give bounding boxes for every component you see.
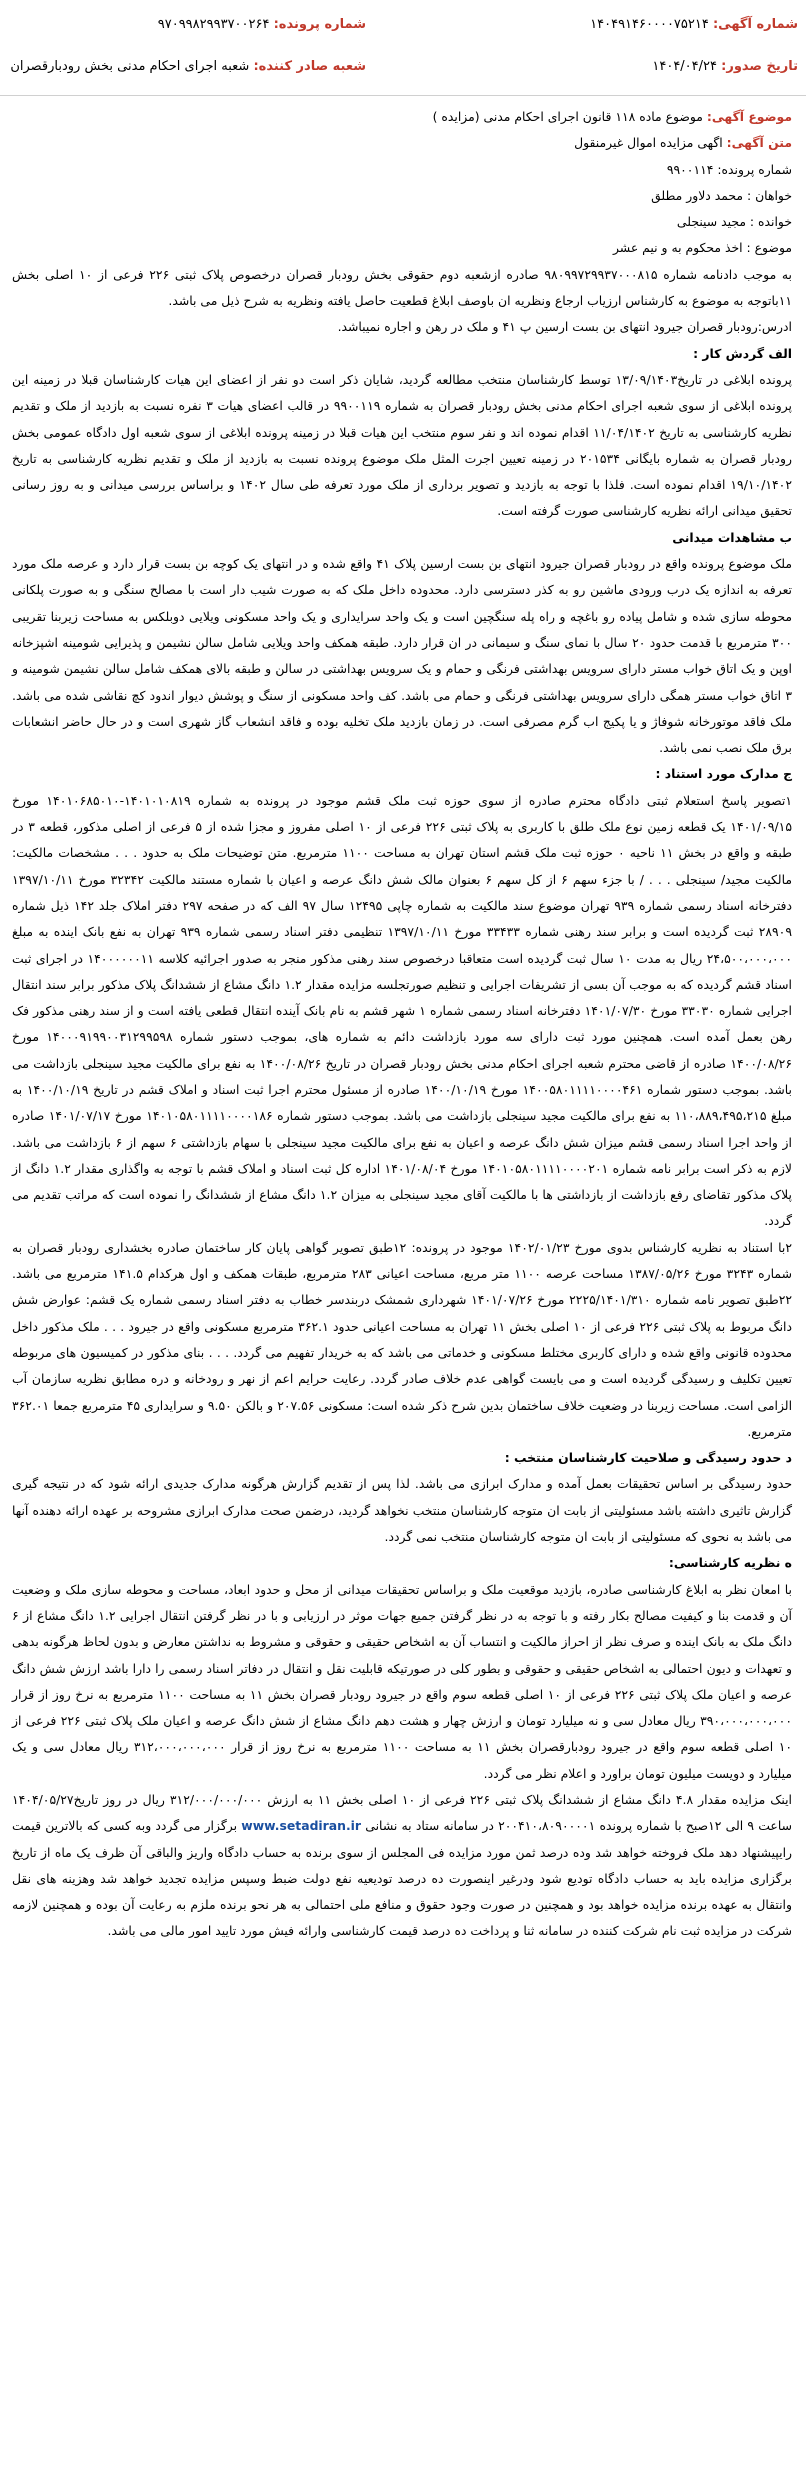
text-title: اگهی مزایده اموال غیرمنقول <box>574 135 723 151</box>
text-label: متن آگهی: <box>726 135 792 151</box>
section-he-paragraph: با امعان نظر به ابلاغ کارشناسی صادره، بازدید موقعیت ملک و براساس تحقیقات میدانی از محل و حدود ابعاد، مساحت و محوطه سازی ملک و وضعیت آن و قدمت بنا و کیفیت مصالح بکار رفته و با توجه به در نظر گرفتن جمیع جهات موثر در ارزیابی و با در نظر گرفتن انتقال اجرایی ۱.۲ دانگ مشاع از ۶ دانگ ملک به بانک اینده و صرف نظر از احراز مالکیت و انتساب آن به اشخاص حقیقی و حقوقی و مشروط به نداشتن معارض و بدون لحاظ هرگونه بدهی و تعهدات و دیون احتمالی به اشخاص حقیقی و حقوقی و بطور کلی در صورتیکه قابلیت نقل و انتقال در دفاتر اسناد رسمی را دارا باشد ارزش شش دانگ عرصه و اعیان ملک پلاک ثبتی ۲۲۶ فرعی از ۱۰ اصلی قطعه سوم واقع در جیرود رودبار قصران بخش ۱۱ به مساحت ۱۱۰۰ مترمربع به نرخ روز از قرار ۳۹۰،۰۰۰،۰۰۰،۰۰۰ ریال معادل سی و نه میلیارد تومان و ارزش چهار و هشت دهم دانگ مشاع از شش دانگ عرصه و اعیان ملک پلاک ثبتی ۲۲۶ فرعی از ۱۰ اصلی قطعه سوم واقع در جیرود رودبارقصران بخش ۱۱ به مساحت ۱۱۰۰ مترمربع به نرخ روز از قرار ۳۱۲،۰۰۰،۰۰۰،۰۰۰ ریال معادل سی و یک میلیارد و دویست میلیون تومان براورد و اعلام نظر می گردد. <box>12 1581 792 1781</box>
section-be-paragraph: ملک موضوع پرونده واقع در رودبار قصران جیرود انتهای بن بست ارسین پلاک ۴۱ واقع شده و در انتهای یک کوچه بن بست قرار دارد و عرصه ملک مورد تعرفه به اندازه یک درب ورودی ماشین رو به کذر دسترسی دارد. محدوده داخل ملک که به صورت شیب دار است با مصالح سنگی و به صورت پلکانی محوطه سازی شده و شامل پیاده رو باغچه و راه پله سنگچین است و یک واحد سرایداری و یک واحد مسکونی ویلایی دوبلکس به مساحت زیربنا تقریبی ۳۰۰ مترمربع با قدمت حدود ۲۰ سال با نمای سنگ و سیمانی در ان قرار دارد. طبقه همکف واحد ویلایی شامل سالن نشیمن و پذیرایی شومینه اشپزخانه اوپن و یک اتاق خواب مستر دارای سرویس بهداشتی فرنگی و حمام و یک سرویس بهداشتی در سالن و طبقه بالای همکف شامل سالن نشیمن شومینه و ۳ اتاق خواب مستر همگی دارای سرویس بهداشتی فرنگی و حمام می باشد. کف واحد مسکونی از سنگ و پوشش دیوار اندود کچ نقاشی شده می باشد. ملک فاقد موتورخانه شوفاژ و یا پکیج اب گرم مصرفی است. در زمان بازدید ملک تخلیه بوده و فاقد انشعاب گاز شهری است و در حال حاضر انشعابات برق ملک نصب نمی باشد. <box>12 556 792 756</box>
branch-row <box>10 50 366 84</box>
notice-header <box>0 0 806 120</box>
section-alef-heading: الف گردش کار : <box>693 345 792 361</box>
branch-value: شعبه اجرای احکام مدنی بخش رودبارقصران <box>10 59 250 74</box>
section-je-heading: ج مدارک مورد استناد : <box>655 766 792 782</box>
address: ادرس:رودبار قصران جیرود انتهای بن بست ارسین پ ۴۱ و ملک در رهن و اجاره نمیباشد. <box>337 319 792 335</box>
issue-date-value: ۱۴۰۴/۰۴/۲۴ <box>652 59 717 74</box>
ad-number-value: ۱۴۰۴۹۱۴۶۰۰۰۰۷۵۲۱۴ <box>590 17 709 32</box>
section-je-paragraph-2: ۲با استناد به نظریه کارشناس بدوی مورخ ۱۴۰۲/۰۱/۲۳ موجود در پرونده: ۱۲طبق تصویر گواهی پایان کار ساختمان صادره بخشداری رودبار قصران به شماره ۳۲۴۳ مورخ ۱۳۸۷/۰۵/۲۶ مساحت عرصه ۱۱۰۰ متر مربع، مساحت اعیانی ۲۸۳ مترمربع، طبقات همکف و اول هرکدام ۱۴۱.۵ مترمربع می باشد. ۲۲طبق تصویر نامه شماره ۲۲۲۵/۱۴۰۱/۳۱۰ مورخ ۱۴۰۱/۰۷/۲۶ شهرداری شمشک دربندسر خطاب به دفتر اسناد رسمی شماره یک قشم: عوارض شش دانگ مربوط به پلاک ثبتی ۲۲۶ فرعی از ۱۰ اصلی بخش ۱۱ تهران به مساحت اعیانی حدود ۳۶۲.۱ مترمربع مسکونی واقع در جیرود . . . ملک مذکور داخل محدوده قانونی واقع شده و دارای کاربری مختلط مسکونی و خدماتی می باشد که به خریدار تفهیم می گردد. . . . بنای مذکور در کمیسیون های مربوطه تعیین تکلیف و رسیدگی گردیده است و می بایست گواهی عدم خلاف صادر گردد. رعایت حرایم اعم از نهر و رودخانه و دره مطابق نظریه سازمان آب الزامی است. مساحت زیربنا در وضعیت خلاف ساختمان بدین شرح ذکر شده است: مسکونی ۲۰۷.۵۶ و بالکن ۹.۵۰ و سرایداری ۴۵ مترمربع جمعا ۳۶۲.۰۱ مترمربع. <box>12 1239 793 1439</box>
section-dal-heading: د حدود رسیدگی و صلاحیت کارشناسان منتخب : <box>504 1450 792 1466</box>
subject-label: موضوع آگهی: <box>706 109 792 124</box>
ad-number-row <box>590 8 798 42</box>
matter: موضوع : اخذ محکوم به و نیم عشر <box>612 240 792 256</box>
issue-date-row <box>652 50 798 84</box>
defendant: خوانده : مجید سینجلی <box>676 214 792 230</box>
setad-link[interactable]: www.setadiran.ir <box>241 1818 362 1834</box>
final-paragraph-rest: برگزار می گردد وبه کسی که بالاترین قیمت رایپیشنهاد دهد ملک فروخته خواهد شد وده درصد ثمن مورد مزایده فی المجلس از سوی برنده به حساب دادگاه واریز والباقی آن ظرف یک ماه از تاریخ برگزاری مزایده باید به حساب دادگاه تودیع شود ودرغیر اینصورت ده درصد تودیعیه نفع دولت ضبط وسپس مزایده تجدید خواهد شد وهزینه های نقل وانتقال به عهده برنده مزایده خواهد بود و همچنین در صورت وجود حقوق و منافع ملی احتمالی به هر نحو برنده ملزم به رعایت آن بوده و همچنین لازمه شرکت در مزایده ثبت نام شرکت کننده در سامانه ثنا و پرداخت ده درصد قیمت کارشناسی وارائه فیش مورد تایید امور مالی می باشد. <box>12 1818 792 1939</box>
section-be-heading: ب مشاهدات میدانی <box>672 529 792 545</box>
subject-value: موضوع ماده ۱۱۸ قانون اجرای احکام مدنی (مزایده ) <box>432 109 703 124</box>
final-paragraph-start: اینک مزایده مقدار ۴.۸ دانگ مشاع از ششدانگ پلاک ثبتی ۲۲۶ فرعی از ۱۰ اصلی بخش ۱۱ به ارزش ۳۱۲/۰۰۰/۰۰۰/۰۰۰ ریال در روز تاریخ۱۴۰۴/۰۵/۲۷ ساعت ۹ الی ۱۲صبح با شماره پرونده ۲۰۰۴۱۰،۸۰۹۰۰۰۰۱ در سامانه ستاد به نشانی <box>12 1792 792 1834</box>
intro-paragraph: به موجب دادنامه شماره ۹۸۰۹۹۷۲۹۹۳۷۰۰۰۸۱۵ صادره ازشعبه دوم حقوقی بخش رودبار قصران درخصوص پلاک ثبتی ۲۲۶ فرعی از ۱۰ اصلی بخش ۱۱باتوجه به موضوع به کارشناس ارزیاب ارجاع ونظریه ان باوصف ابلاغ قطعیت حاصل یافته ونظریه به شرح ذیل می باشد. <box>12 266 792 309</box>
case-number-label: شماره پرونده: <box>273 17 366 32</box>
notice-body <box>12 104 792 1945</box>
section-he-heading: ه نظریه کارشناسی: <box>668 1555 792 1571</box>
final-paragraph <box>12 1787 792 1945</box>
branch-label: شعبه صادر کننده: <box>253 59 366 74</box>
plaintiff: خواهان : محمد دلاور مطلق <box>651 187 792 203</box>
text-line <box>12 130 792 156</box>
section-alef-paragraph: پرونده ابلاغی در تاریخ۱۳/۰۹/۱۴۰۳ توسط کارشناسان منتخب مطالعه گردید، شایان ذکر است دو نفر از اعضای این هیات کارشناسان قبلا در زمینه این پرونده ابلاغی از سوی شعبه اجرای احکام مدنی بخش رودبار قصران به شماره ۹۹۰۰۱۱۹ در قالب اعضای هیات ۳ نفره نسبت به بازدید از ملک و تقدیم نظریه کارشناسی به تاریخ ۱۱/۰۴/۱۴۰۲ اقدام نموده اند و نفر سوم منتخب این هیات قبلا در زمینه پرونده ابلاغی از سوی شعبه اول دادگاه عمومی بخش رودبار قصران به شماره بایگانی ۲۰۱۵۳۴ در زمینه تعیین اجرت المثل ملک موضوع پرونده نسبت به بازدید از ملک و تقدیم نظریه کارشناسی به تاریخ ۱۹/۱۰/۱۴۰۲ اقدام نموده است. فلذا با توجه به بازدید و تصویر برداری از ملک مورد تعرفه طی سال ۱۴۰۲ و براساس بررسی میدانی و به روز رسانی تحقیق میدانی ارائه نظریه کارشناسی صورت گرفته است. <box>12 371 793 519</box>
subject-line <box>12 104 792 130</box>
section-je-paragraph-1: ۱تصویر پاسخ استعلام ثبتی دادگاه محترم صادره از سوی حوزه ثبت ملک قشم موجود در پرونده به شماره ۱۴۰۱۰۱۰۸۱۹-۱۴۰۱۰۶۸۵۰۱۰ مورخ ۱۴۰۱/۰۹/۱۵ یک قطعه زمین نوع ملک طلق با کاربری به پلاک ثبتی ۲۲۶ فرعی از ۱۰ اصلی مفروز و مجزا شده از ۵ فرعی از اصلی مذکور، قطعه ۳ در طبقه و واقع در بخش ۱۱ ناحیه ۰ حوزه ثبت ملک قشم استان تهران به مساحت ۱۱۰۰ مترمربع. متن توضیحات ملک به حدود . . . مشخصات مالکیت: مالکیت مجید/ سینجلی . . . / با جزء سهم ۶ از کل سهم ۶ بعنوان مالک شش دانگ عرصه و اعیان با شماره مستند مالکیت ۳۲۳۴۲ مورخ ۱۳۹۷/۱۰/۱۱ دفترخانه اسناد رسمی شماره ۹۳۹ تهران موضوع سند مالکیت به شماره چاپی ۱۲۴۹۵ سال ۹۷ الف که در صفحه ۲۹۷ دفتر املاک جلد ۱۴۲ ذیل شماره ۲۸۹۰۹ ثبت گردیده است و برابر سند رهنی شماره ۳۳۴۳۳ مورخ ۱۳۹۷/۱۰/۱۱ تنظیمی دفتر اسناد رسمی شماره ۹۳۹ تهران به نفع بانک اینده به مبلغ ۲۴،۵۰۰،۰۰۰،۰۰۰ ریال به مدت ۱۰ سال ثبت گردیده است متعاقبا درخصوص سند رهنی مذکور منجر به صدور اجرائیه کلاسه ۱۴۰۰۰۰۰۰۱۱ در اجرای ثبت اسناد قشم گردیده که به موجب آن بسی از تشریفات اجرایی و تنظیم صورتجلسه مزایده مقدار ۱.۲ دانگ مشاع از ششدانگ پلاک مذکور برابر سند انتقال اجرایی شماره ۳۳۰۳۰ مورخ ۱۴۰۱/۰۷/۳۰ دفترخانه اسناد رسمی شماره ۱ شهر قشم به نام بانک آینده انتقال قطعی یافته است و از سند رهنی مذکور فک رهن بعمل آمده است. همچنین مورد ثبت دارای سه مورد بازداشت دائم به شماره های، بموجب دستور شماره ۱۴۰۰۰۹۱۹۹۰۰۳۱۲۹۹۵۹۸ مورخ ۱۴۰۰/۰۸/۲۶ صادره از قاضی محترم شعبه اجرای احکام مدنی بخش رودبار قصران در تاریخ ۱۴۰۰/۰۸/۲۶ به نفع برای مالکیت مجید سینجلی بازداشت می باشد. بموجب دستور شماره ۱۴۰۰۵۸۰۱۱۱۱۰۰۰۰۴۶۱ مورخ ۱۴۰۰/۱۰/۱۹ صادره از مسئول محترم اجرا ثبت اسناد و املاک قشم در تاریخ ۱۴۰۰/۱۰/۱۹ به مبلغ ۱۱۰،۸۸۹،۴۹۵،۲۱۵ به نفع برای مالکیت مجید سینجلی بازداشت می باشد. بموجب دستور شماره ۱۴۰۱۰۵۸۰۱۱۱۱۰۰۰۰۱۸۶ مورخ ۱۴۰۱/۰۷/۱۷ صادره از واحد اجرا اسناد رسمی قشم میزان شش دانگ عرصه و اعیان به نفع برای مالکیت مجید سینجلی با سهام بازداشتی ۶ سهم از ۶ بازداشت می باشد. لازم به ذکر است برابر نامه شماره ۱۴۰۱۰۵۸۰۱۱۱۱۰۰۰۰۲۰۱ مورخ ۱۴۰۱/۰۸/۰۴ اداره کل ثبت اسناد و املاک قشم با توجه به واگذاری مقدار ۱.۲ دانگ از پلاک مذکور تقاضای رفع بازداشت از بازداشتی ها با مالکیت آقای مجید سینجلی به میزان ۱.۲ دانگ مشاع از ششدانگ را نموده است که مراتب تقدیم می گردد. <box>12 792 793 1229</box>
issue-date-label: تاریخ صدور: <box>721 59 798 74</box>
ad-number-label: شماره آگهی: <box>712 17 798 32</box>
header-divider <box>0 95 806 96</box>
file-number: شماره پرونده: ۹۹۰۰۱۱۴ <box>666 161 792 177</box>
case-number-row <box>158 8 366 42</box>
case-number-value: ۹۷۰۹۹۸۲۹۹۳۷۰۰۲۶۴ <box>157 17 270 32</box>
section-dal-paragraph: حدود رسیدگی بر اساس تحقیقات بعمل آمده و مدارک ابرازی می باشد. لذا پس از تقدیم گزارش هرگونه مدارک جدیدی ارائه شود که در نتیجه گیری گزارش تاثیری داشته باشد مسئولیتی از بابت ان متوجه کارشناسان منتخب نخواهد گردید، درضمن صحت مدارک ابرازی مشروحه بر عهده ارائه دهنده آنها می باشد به نحوی که مسئولیتی از بابت ان متوجه کارشناسان منتخب نمی گردد. <box>12 1476 792 1545</box>
